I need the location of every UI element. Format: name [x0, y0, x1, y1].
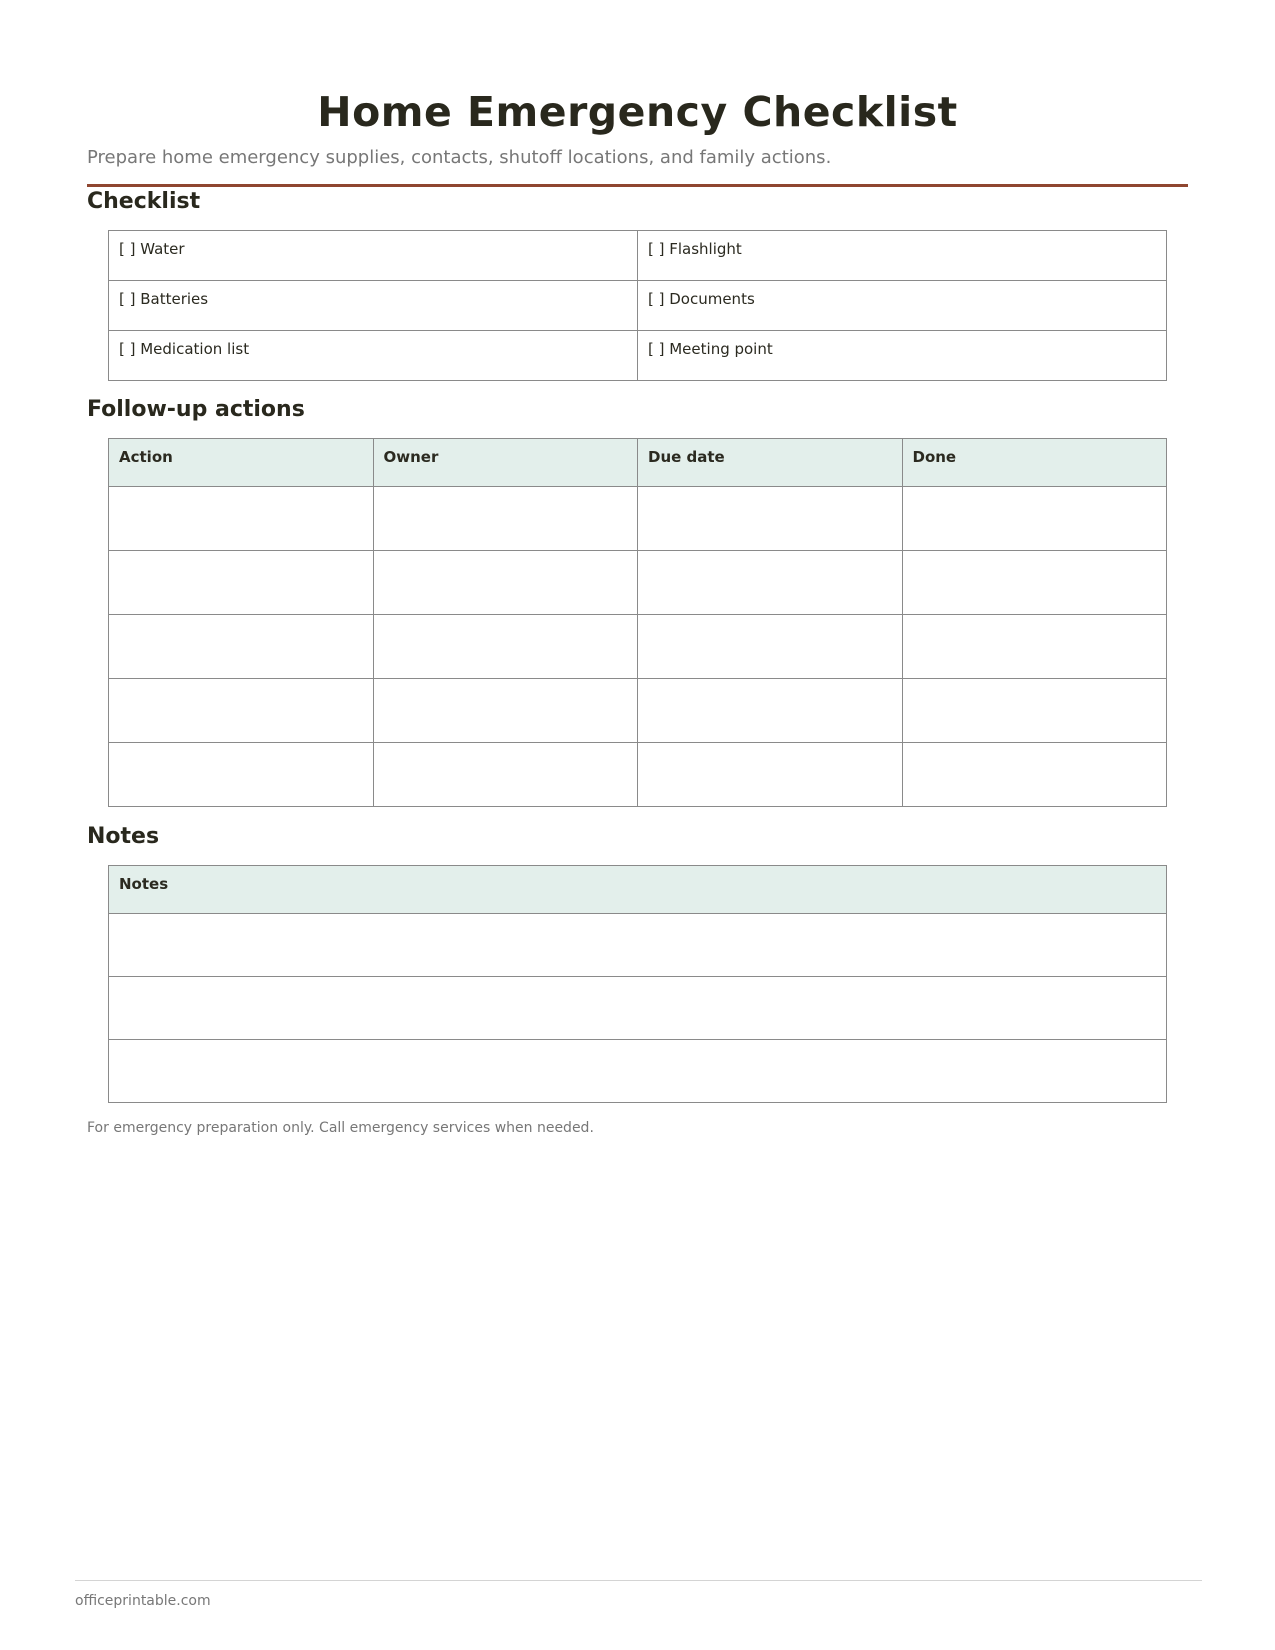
followup-table [108, 438, 1167, 807]
table-row [109, 743, 1167, 807]
table-row [109, 1040, 1167, 1103]
owner-cell[interactable] [373, 615, 638, 679]
checklist-row [109, 231, 1167, 281]
checklist-item-water[interactable]: [ ] Water [109, 231, 638, 281]
document-title: Home Emergency Checklist [317, 88, 958, 136]
disclaimer-text: For emergency preparation only. Call emergency services when needed. [87, 1120, 594, 1136]
table-row [109, 551, 1167, 615]
due-date-cell[interactable] [638, 487, 903, 551]
checklist-item-meeting-point[interactable]: [ ] Meeting point [638, 331, 1167, 381]
action-cell[interactable] [109, 743, 374, 807]
owner-cell[interactable] [373, 679, 638, 743]
checklist-item-flashlight[interactable]: [ ] Flashlight [638, 231, 1167, 281]
footer-site-link[interactable]: officeprintable.com [75, 1593, 211, 1609]
action-cell[interactable] [109, 679, 374, 743]
done-cell[interactable] [902, 743, 1167, 807]
checklist-item-documents[interactable]: [ ] Documents [638, 281, 1167, 331]
title-divider [87, 184, 1188, 187]
checklist-heading: Checklist [87, 189, 201, 214]
checklist-item-medication-list[interactable]: [ ] Medication list [109, 331, 638, 381]
column-header-owner: Owner [373, 439, 638, 487]
owner-cell[interactable] [373, 551, 638, 615]
column-header-notes: Notes [109, 866, 1167, 914]
checklist-table [108, 230, 1167, 381]
owner-cell[interactable] [373, 743, 638, 807]
owner-cell[interactable] [373, 487, 638, 551]
done-cell[interactable] [902, 487, 1167, 551]
column-header-action: Action [109, 439, 374, 487]
column-header-done: Done [902, 439, 1167, 487]
checklist-row [109, 331, 1167, 381]
notes-cell[interactable] [109, 914, 1167, 977]
notes-table [108, 865, 1167, 1103]
notes-cell[interactable] [109, 977, 1167, 1040]
due-date-cell[interactable] [638, 743, 903, 807]
notes-header-row [109, 866, 1167, 914]
action-cell[interactable] [109, 487, 374, 551]
table-row [109, 615, 1167, 679]
column-header-due-date: Due date [638, 439, 903, 487]
action-cell[interactable] [109, 551, 374, 615]
table-row [109, 679, 1167, 743]
checklist-item-batteries[interactable]: [ ] Batteries [109, 281, 638, 331]
due-date-cell[interactable] [638, 679, 903, 743]
action-cell[interactable] [109, 615, 374, 679]
done-cell[interactable] [902, 551, 1167, 615]
footer-divider [75, 1580, 1202, 1581]
table-row [109, 487, 1167, 551]
table-row [109, 914, 1167, 977]
followup-heading: Follow-up actions [87, 397, 305, 422]
document-subtitle: Prepare home emergency supplies, contacts, shutoff locations, and family actions. [87, 147, 832, 168]
notes-heading: Notes [87, 824, 160, 849]
followup-header-row [109, 439, 1167, 487]
due-date-cell[interactable] [638, 615, 903, 679]
done-cell[interactable] [902, 615, 1167, 679]
checklist-row [109, 281, 1167, 331]
due-date-cell[interactable] [638, 551, 903, 615]
done-cell[interactable] [902, 679, 1167, 743]
notes-cell[interactable] [109, 1040, 1167, 1103]
table-row [109, 977, 1167, 1040]
